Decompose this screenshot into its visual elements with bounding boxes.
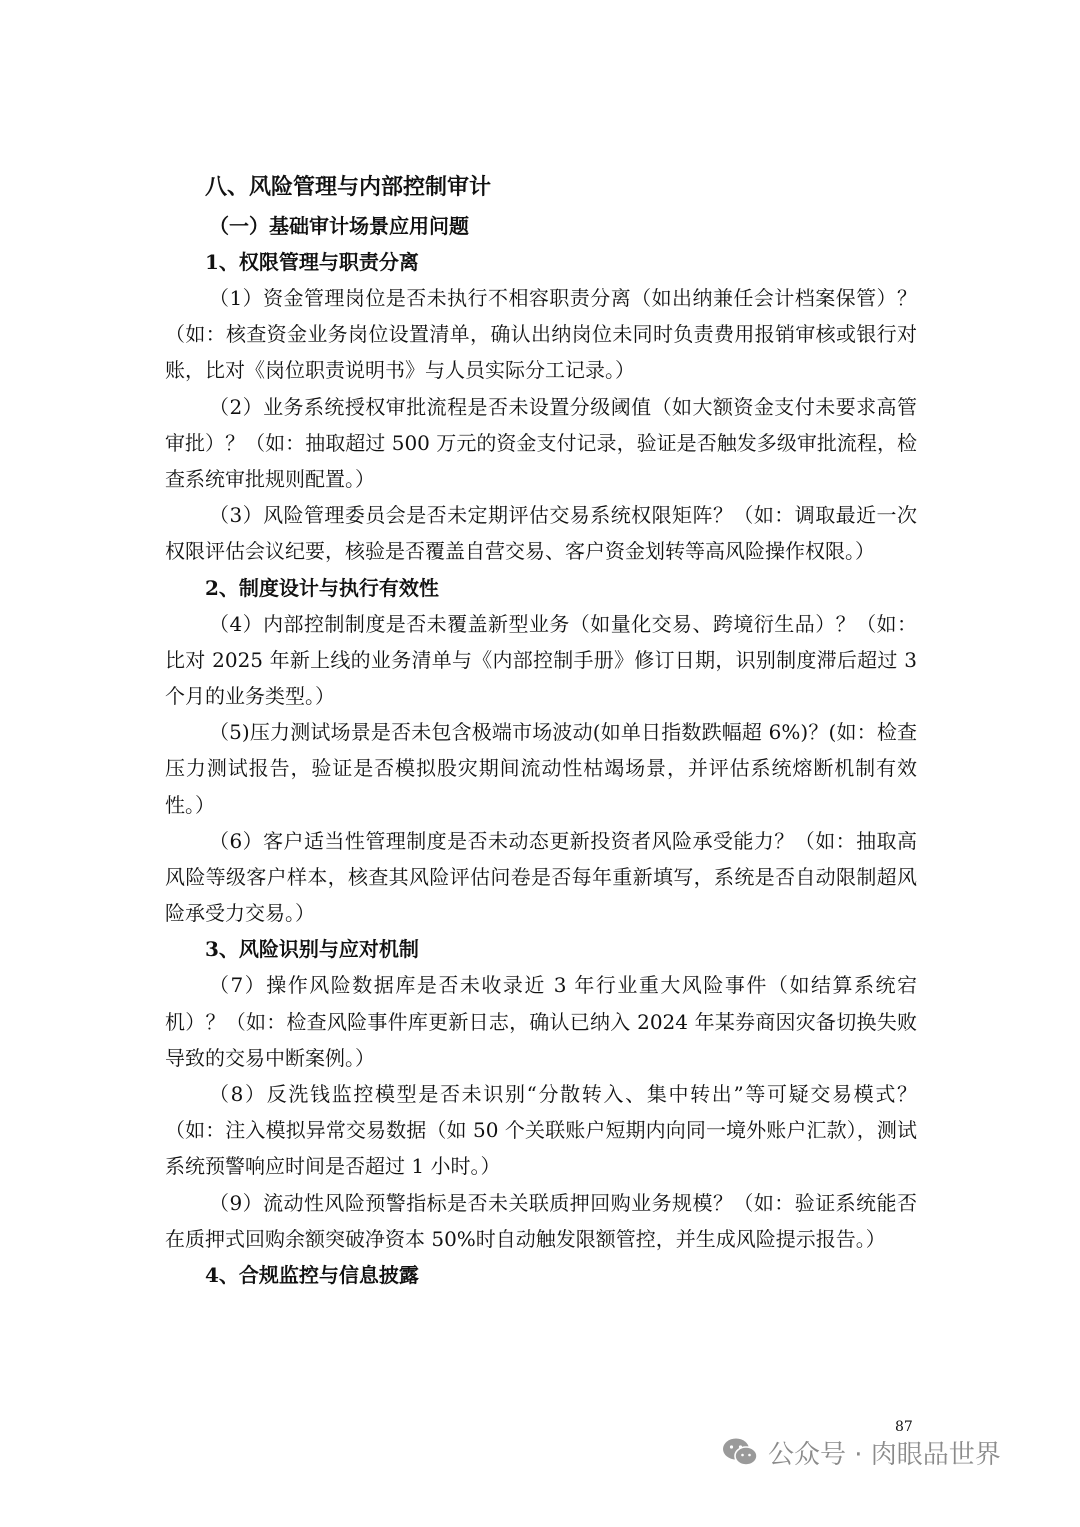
wechat-icon (722, 1437, 758, 1467)
paragraph: （8）反洗钱监控模型是否未识别“分散转入、集中转出”等可疑交易模式？（如：注入模拟异常交易数据（如 50 个关联账户短期内向同一境外账户汇款），测试系统预警响应时间是否超过 1 小时。） (165, 1082, 917, 1179)
group-3 (165, 931, 917, 1257)
group-2 (165, 570, 917, 932)
paragraph: （9）流动性风险预警指标是否未关联质押回购业务规模？（如：验证系统能否在质押式回购余额突破净资本 50%时自动触发限额管控，并生成风险提示报告。） (165, 1190, 917, 1251)
paragraph: （1）资金管理岗位是否未执行不相容职责分离（如出纳兼任会计档案保管）？（如：核查资金业务岗位设置清单，确认出纳岗位未同时负责费用报销审核或银行对账，比对《岗位职责说明书》与人员实际分工记录。） (165, 286, 917, 383)
page-number: 87 (895, 1419, 913, 1435)
paragraph: （7）操作风险数据库是否未收录近 3 年行业重大风险事件（如结算系统宕机）？（如：检查风险事件库更新日志，确认已纳入 2024 年某券商因灾备切换失败导致的交易中断案例。） (165, 973, 917, 1070)
watermark-text: 公众号 · 肉眼品世界 (768, 1439, 1001, 1470)
group-title: 2、制度设计与执行有效性 (205, 575, 439, 600)
group-4 (165, 1257, 917, 1293)
section-title: 八、风险管理与内部控制审计 (205, 175, 492, 200)
group-1 (165, 244, 917, 570)
paragraph: （3）风险管理委员会是否未定期评估交易系统权限矩阵？（如：调取最近一次权限评估会议纪要，核验是否覆盖自营交易、客户资金划转等高风险操作权限。） (165, 503, 917, 564)
paragraph: （6）客户适当性管理制度是否未动态更新投资者风险承受能力？（如：抽取高风险等级客户样本，核查其风险评估问卷是否每年重新填写，系统是否自动限制超风险承受力交易。） (165, 828, 917, 926)
paragraph: （5)压力测试场景是否未包含极端市场波动(如单日指数跌幅超 6%)？(如：检查压力测试报告，验证是否模拟股灾期间流动性枯竭场景，并评估系统熔断机制有效性。） (165, 720, 917, 817)
document-body (165, 168, 917, 1293)
watermark (722, 1430, 1001, 1474)
group-title: 3、风险识别与应对机制 (205, 937, 419, 962)
sub-title: （一）基础审计场景应用问题 (209, 214, 469, 238)
paragraph: （2）业务系统授权审批流程是否未设置分级阈值（如大额资金支付未要求高管审批）？（如：抽取超过 500 万元的资金支付记录，验证是否触发多级审批流程，检查系统审批规则配置。） (165, 394, 917, 492)
paragraph: （4）内部控制制度是否未覆盖新型业务（如量化交易、跨境衍生品）？（如：比对 2025 年新上线的业务清单与《内部控制手册》修订日期，识别制度滞后超过 3 个月的业务类型。） (165, 611, 917, 709)
group-title: 4、合规监控与信息披露 (205, 1263, 419, 1288)
group-title: 1、权限管理与职责分离 (205, 250, 419, 274)
